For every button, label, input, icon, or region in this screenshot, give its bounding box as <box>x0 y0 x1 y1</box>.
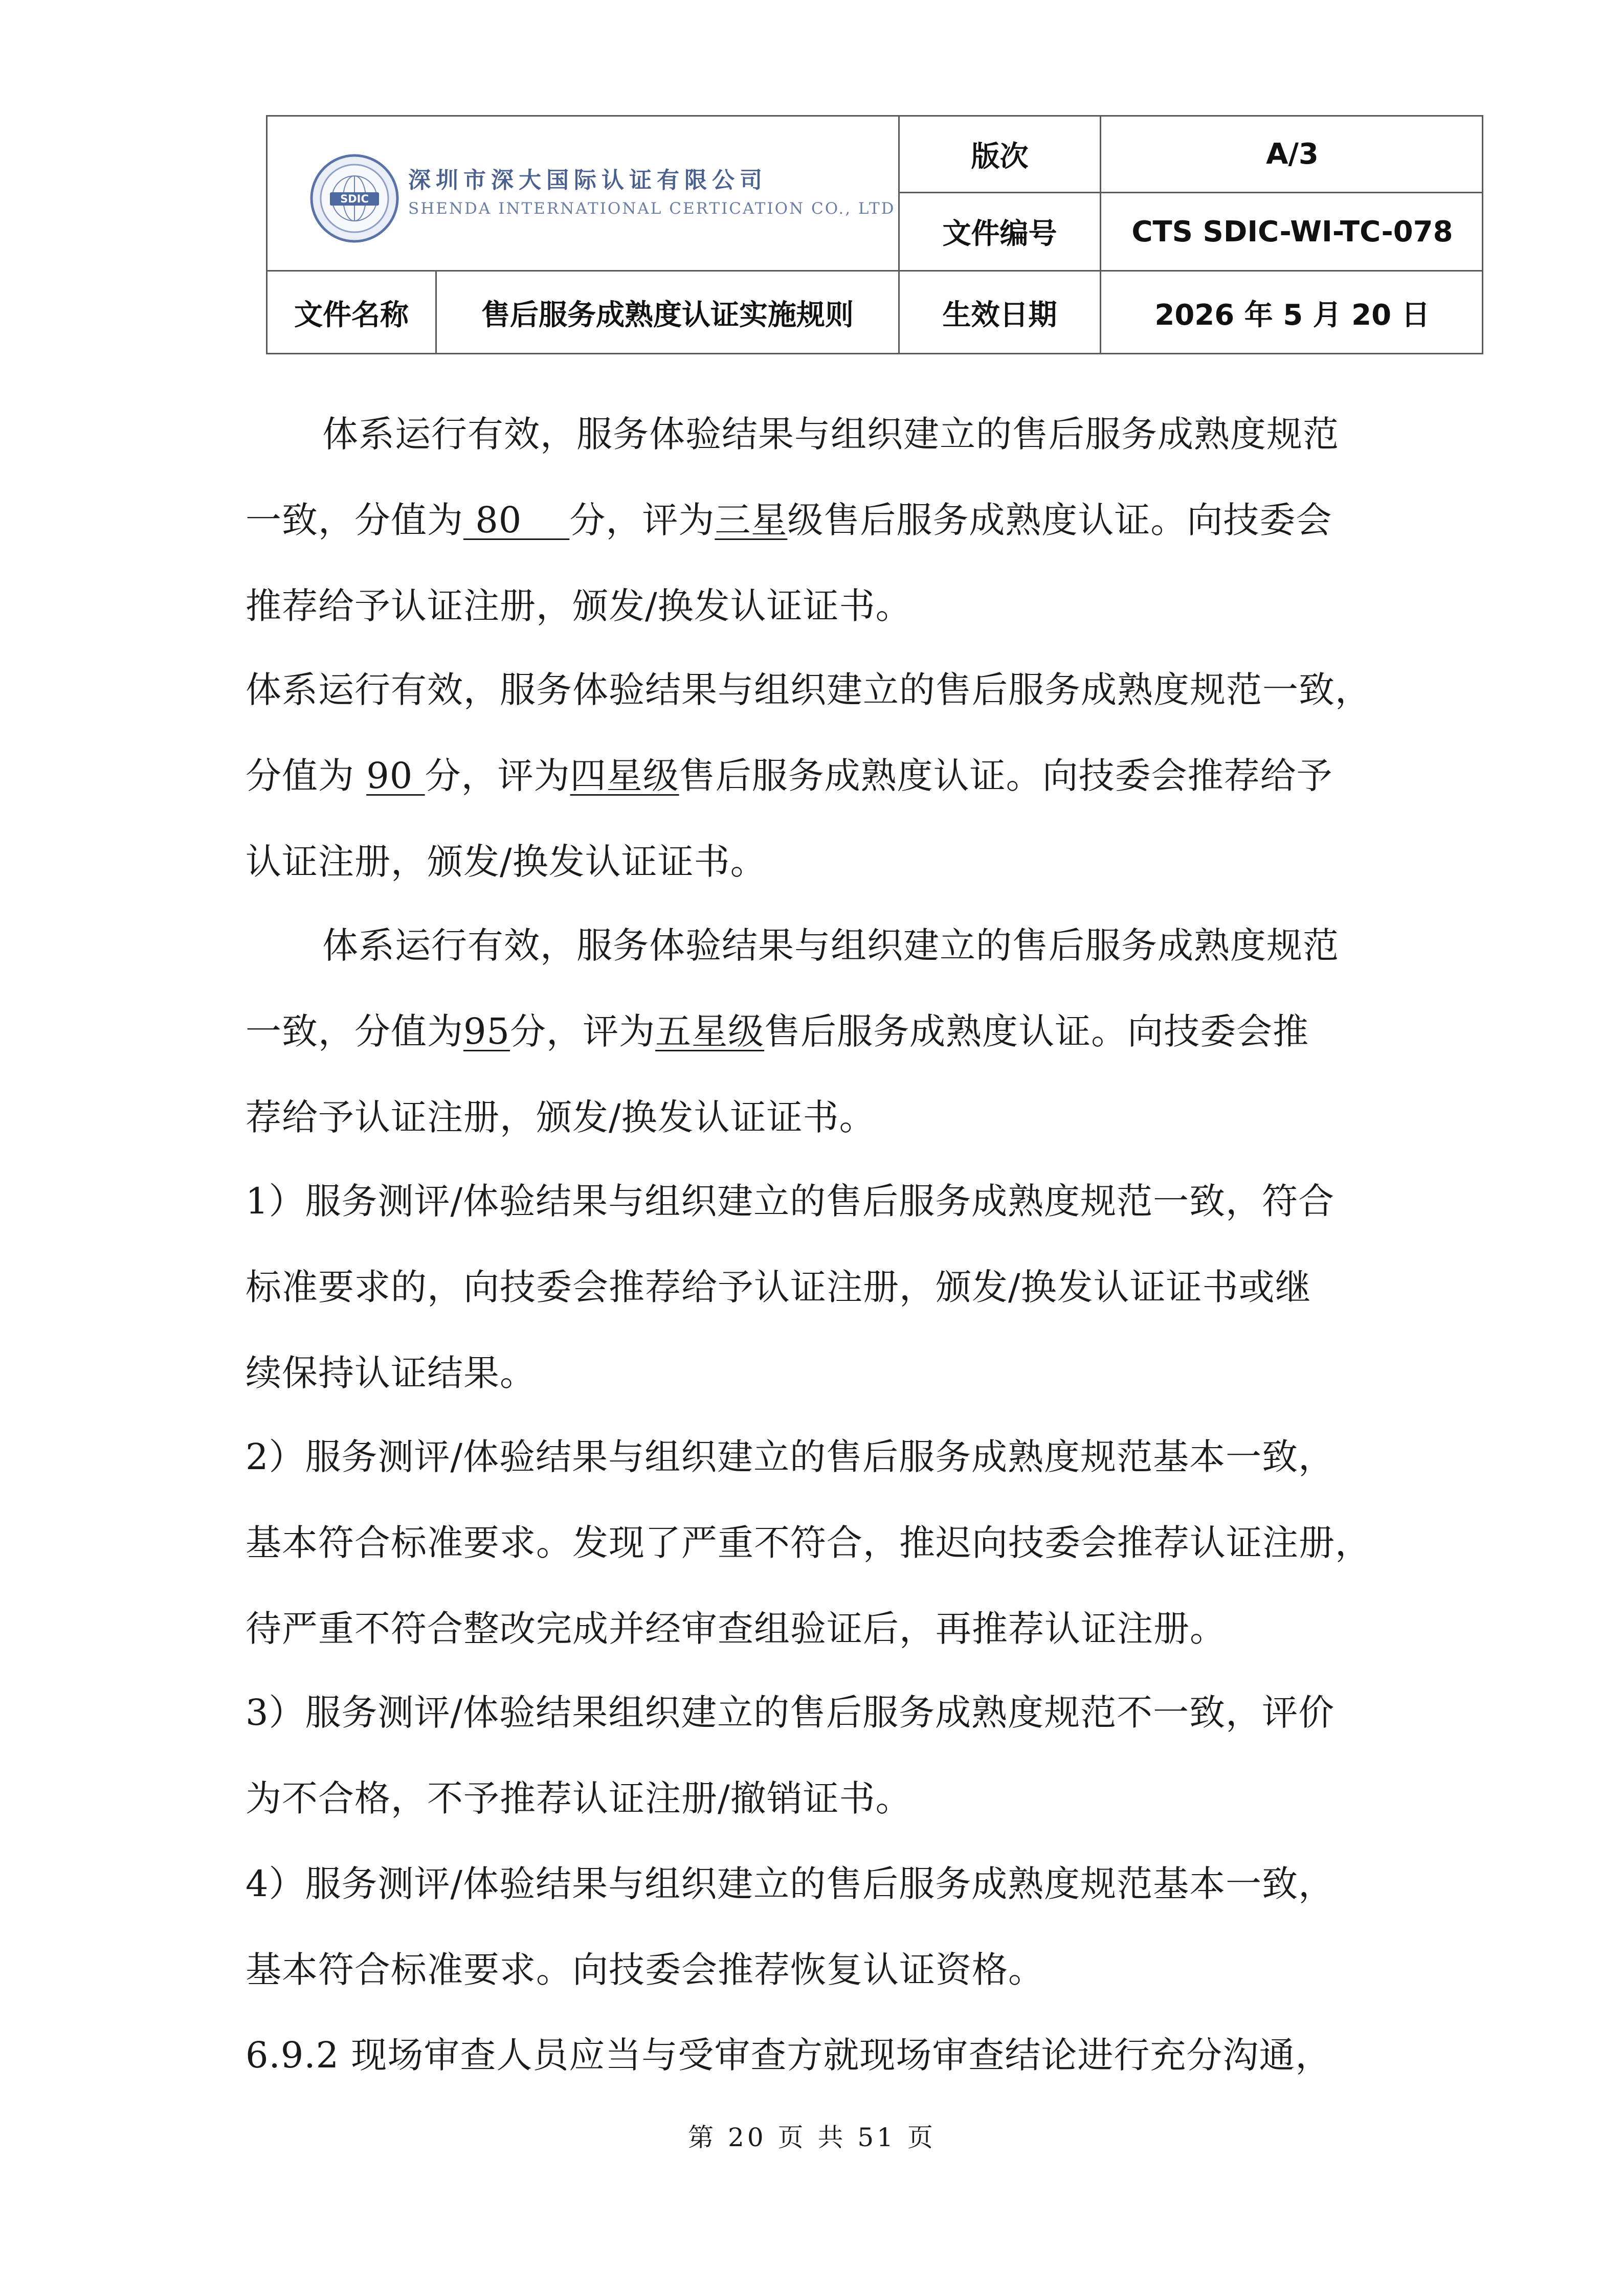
star-level: 五星级 <box>655 1010 765 1052</box>
text-line: 基本符合标准要求。向技委会推荐恢复认证资格。 <box>246 1949 1044 1991</box>
text-line: 2）服务测评/体验结果与组织建立的售后服务成熟度规范基本一致， <box>246 1436 1335 1478</box>
effdate-value: 2026 年 5 月 20 日 <box>1154 299 1430 332</box>
list-item-1 <box>246 1158 1401 1416</box>
section-6-9-2 <box>246 2012 1401 2098</box>
score-value: 90 <box>366 755 425 797</box>
text-line: 6.9.2 现场审查人员应当与受审查方就现场审查结论进行充分沟通， <box>246 2034 1332 2076</box>
docname-label: 文件名称 <box>294 299 409 332</box>
list-item-2 <box>246 1414 1401 1672</box>
text-line: 为不合格，不予推荐认证注册/撤销证书。 <box>246 1777 912 1819</box>
score-value: 95 <box>463 1010 510 1052</box>
paragraph-five-star <box>246 903 1401 1160</box>
star-level: 四星级 <box>570 755 679 797</box>
docno-label: 文件编号 <box>942 217 1057 251</box>
paragraph-four-star <box>246 647 1401 905</box>
paragraph-three-star <box>246 391 1401 649</box>
version-label: 版次 <box>971 140 1029 173</box>
page-number-footer: 第 20 页 共 51 页 <box>688 2123 936 2152</box>
text-line: 体系运行有效，服务体验结果与组织建立的售后服务成熟度规范 <box>322 925 1339 966</box>
text-line: 推荐给予认证注册，颁发/换发认证证书。 <box>246 585 912 627</box>
score-value: 80 <box>463 499 570 541</box>
company-name-cn: 深圳市深大国际认证有限公司 <box>408 167 767 193</box>
docname-value: 售后服务成熟度认证实施规则 <box>481 299 854 332</box>
document-header-table <box>266 115 1483 354</box>
company-seal-logo <box>308 152 401 244</box>
docno-value: CTS SDIC-WI-TC-078 <box>1131 215 1453 249</box>
text-line: 基本符合标准要求。发现了严重不符合，推迟向技委会推荐认证注册， <box>246 1522 1371 1564</box>
effdate-label: 生效日期 <box>942 299 1057 332</box>
text-line: 3）服务测评/体验结果组织建立的售后服务成熟度规范不一致，评价 <box>246 1692 1335 1734</box>
text-line: 续保持认证结果。 <box>246 1352 536 1394</box>
version-value: A/3 <box>1266 138 1319 171</box>
text-line: 待严重不符合整改完成并经审查组验证后，再推荐认证注册。 <box>246 1608 1226 1650</box>
text-line: 荐给予认证注册，颁发/换发认证证书。 <box>246 1096 876 1138</box>
text-line: 分值为 90 分，评为四星级售后服务成熟度认证。向技委会推荐给予 <box>246 755 1333 797</box>
text-line: 一致，分值为95分，评为五星级售后服务成熟度认证。向技委会推 <box>246 1010 1309 1052</box>
text-line: 认证注册，颁发/换发认证证书。 <box>246 841 767 883</box>
text-line: 4）服务测评/体验结果与组织建立的售后服务成熟度规范基本一致， <box>246 1863 1335 1905</box>
company-name-en: SHENDA INTERNATIONAL CERTICATION CO., LTD <box>408 199 896 218</box>
list-item-3 <box>246 1670 1401 1841</box>
text-line: 1）服务测评/体验结果与组织建立的售后服务成熟度规范一致，符合 <box>246 1180 1335 1222</box>
list-item-4 <box>246 1841 1401 2013</box>
star-level: 三星 <box>715 499 788 541</box>
text-line: 体系运行有效，服务体验结果与组织建立的售后服务成熟度规范一致， <box>246 669 1371 711</box>
logo-text: SDIC <box>340 193 369 205</box>
text-line: 体系运行有效，服务体验结果与组织建立的售后服务成熟度规范 <box>322 413 1339 455</box>
text-line: 一致，分值为 80 分，评为三星级售后服务成熟度认证。向技委会 <box>246 499 1332 541</box>
company-logo-block <box>308 152 896 244</box>
text-line: 标准要求的，向技委会推荐给予认证注册，颁发/换发认证证书或继 <box>246 1266 1311 1308</box>
